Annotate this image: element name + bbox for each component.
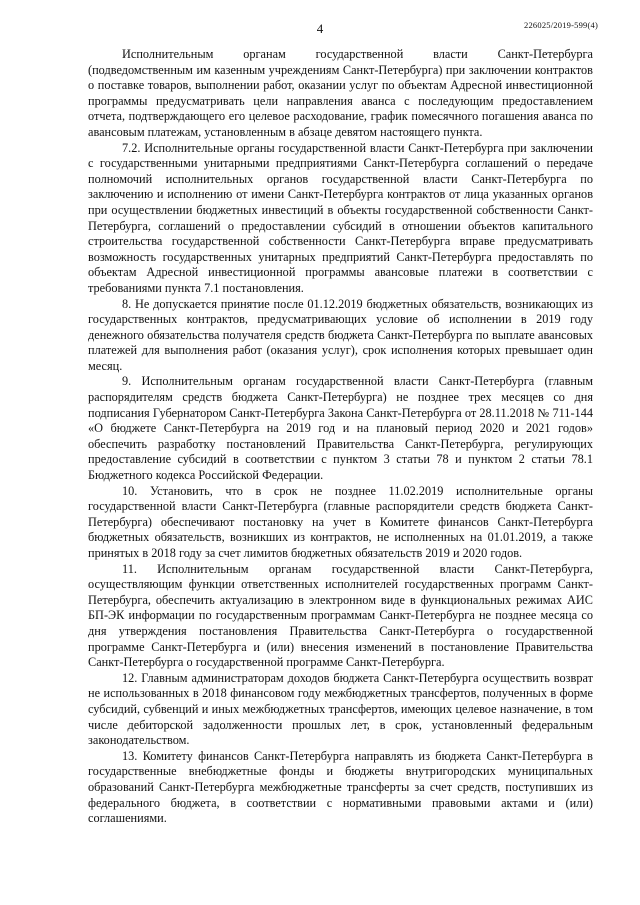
- paragraph-11: 11. Исполнительным органам государственной власти Санкт-Петербурга, осуществляющим функции ответственных исполнителей государственных программ Санкт-Петербурга, обеспечить актуализацию в электронном виде в функциональных режимах АИС БП-ЭК информации по государственным программам Санкт-Петербурга не позднее месяца со дня утверждения постановления Правительства Санкт-Петербурга о государственной программе Санкт-Петербурга и (или) внесения изменений в постановление Правительства Санкт-Петербурга о государственной программе Санкт-Петербурга.: [88, 561, 593, 670]
- paragraph-13: 13. Комитету финансов Санкт-Петербурга направлять из бюджета Санкт-Петербурга в государственные внебюджетные фонды и бюджеты внутригородских муниципальных образований Санкт-Петербурга межбюджетные трансферты за счет средств, поступивших из федерального бюджета, в соответствии с нормативными правовыми актами и (или) соглашениями.: [88, 748, 593, 826]
- document-body: [88, 47, 593, 827]
- document-id: 226025/2019-599(4): [524, 20, 598, 30]
- paragraph-9: 9. Исполнительным органам государственной власти Санкт-Петербурга (главным распорядителям средств бюджета Санкт-Петербурга) не позднее трех месяцев со дня подписания Губернатором Санкт-Петербурга Закона Санкт-Петербурга от 28.11.2018 № 711-144 «О бюджете Санкт-Петербурга на 2019 год и на плановый период 2020 и 2021 годов» обеспечить разработку постановлений Правительства Санкт-Петербурга, регулирующих предоставление субсидий в соответствии с пунктом 3 статьи 78 и пунктом 2 статьи 78.1 Бюджетного кодекса Российской Федерации.: [88, 374, 593, 483]
- page-number: 4: [316, 21, 324, 36]
- paragraph-8: 8. Не допускается принятие после 01.12.2019 бюджетных обязательств, возникающих из государственных контрактов, предусматривающих условие об исполнении в 2019 году денежного обязательства получателя средств бюджета Санкт-Петербурга по выплате авансовых платежей для выполнения работ (оказания услуг), срок исполнения которых превышает один месяц.: [88, 296, 593, 373]
- paragraph-7-1-continuation: Исполнительным органам государственной власти Санкт-Петербурга (подведомственным им казенным учреждениям Санкт-Петербурга) при заключении контрактов о поставке товаров, выполнении работ, оказании услуг по объектам Адресной инвестиционной программы предусматривать цели направления аванса с последующим предоставлением отчета, подтверждающего его целевое расходование, график помесячного погашения аванса по авансовым платежам, установленным в абзаце девятом настоящего пункта.: [88, 47, 593, 139]
- paragraph-7-2: 7.2. Исполнительные органы государственной власти Санкт-Петербурга при заключении с государственными унитарными предприятиями Санкт-Петербурга соглашений о передаче полномочий исполнительных органов государственной власти Санкт-Петербурга по заключению и исполнению от имени Санкт-Петербурга контрактов от лица указанных органов при осуществлении бюджетных инвестиций в объекты государственной собственности Санкт-Петербурга, соглашений о предоставлении субсидий в отношении объектов капитального строительства государственной собственности Санкт-Петербурга вправе предусматривать возможность государственных унитарных предприятий Санкт-Петербурга предоставлять по объектам Адресной инвестиционной программы авансовые платежи в соответствии с требованиями пункта 7.1 постановления.: [88, 140, 593, 295]
- paragraph-10: 10. Установить, что в срок не позднее 11.02.2019 исполнительные органы государственной власти Санкт-Петербурга (главные распорядители средств бюджета Санкт-Петербурга) обеспечивают постановку на учет в Комитете финансов Санкт-Петербурга бюджетных обязательств, возникших из контрактов, не исполненных на 01.01.2019, а также принятых в 2018 году за счет лимитов бюджетных обязательств 2019 и 2020 годов.: [88, 483, 593, 560]
- paragraph-12: 12. Главным администраторам доходов бюджета Санкт-Петербурга осуществить возврат не использованных в 2018 финансовом году межбюджетных трансфертов, полученных в форме субсидий, субвенций и иных межбюджетных трансфертов, имеющих целевое назначение, в том числе дебиторской задолженности прошлых лет, в срок, установленный федеральным законодательством.: [88, 670, 593, 748]
